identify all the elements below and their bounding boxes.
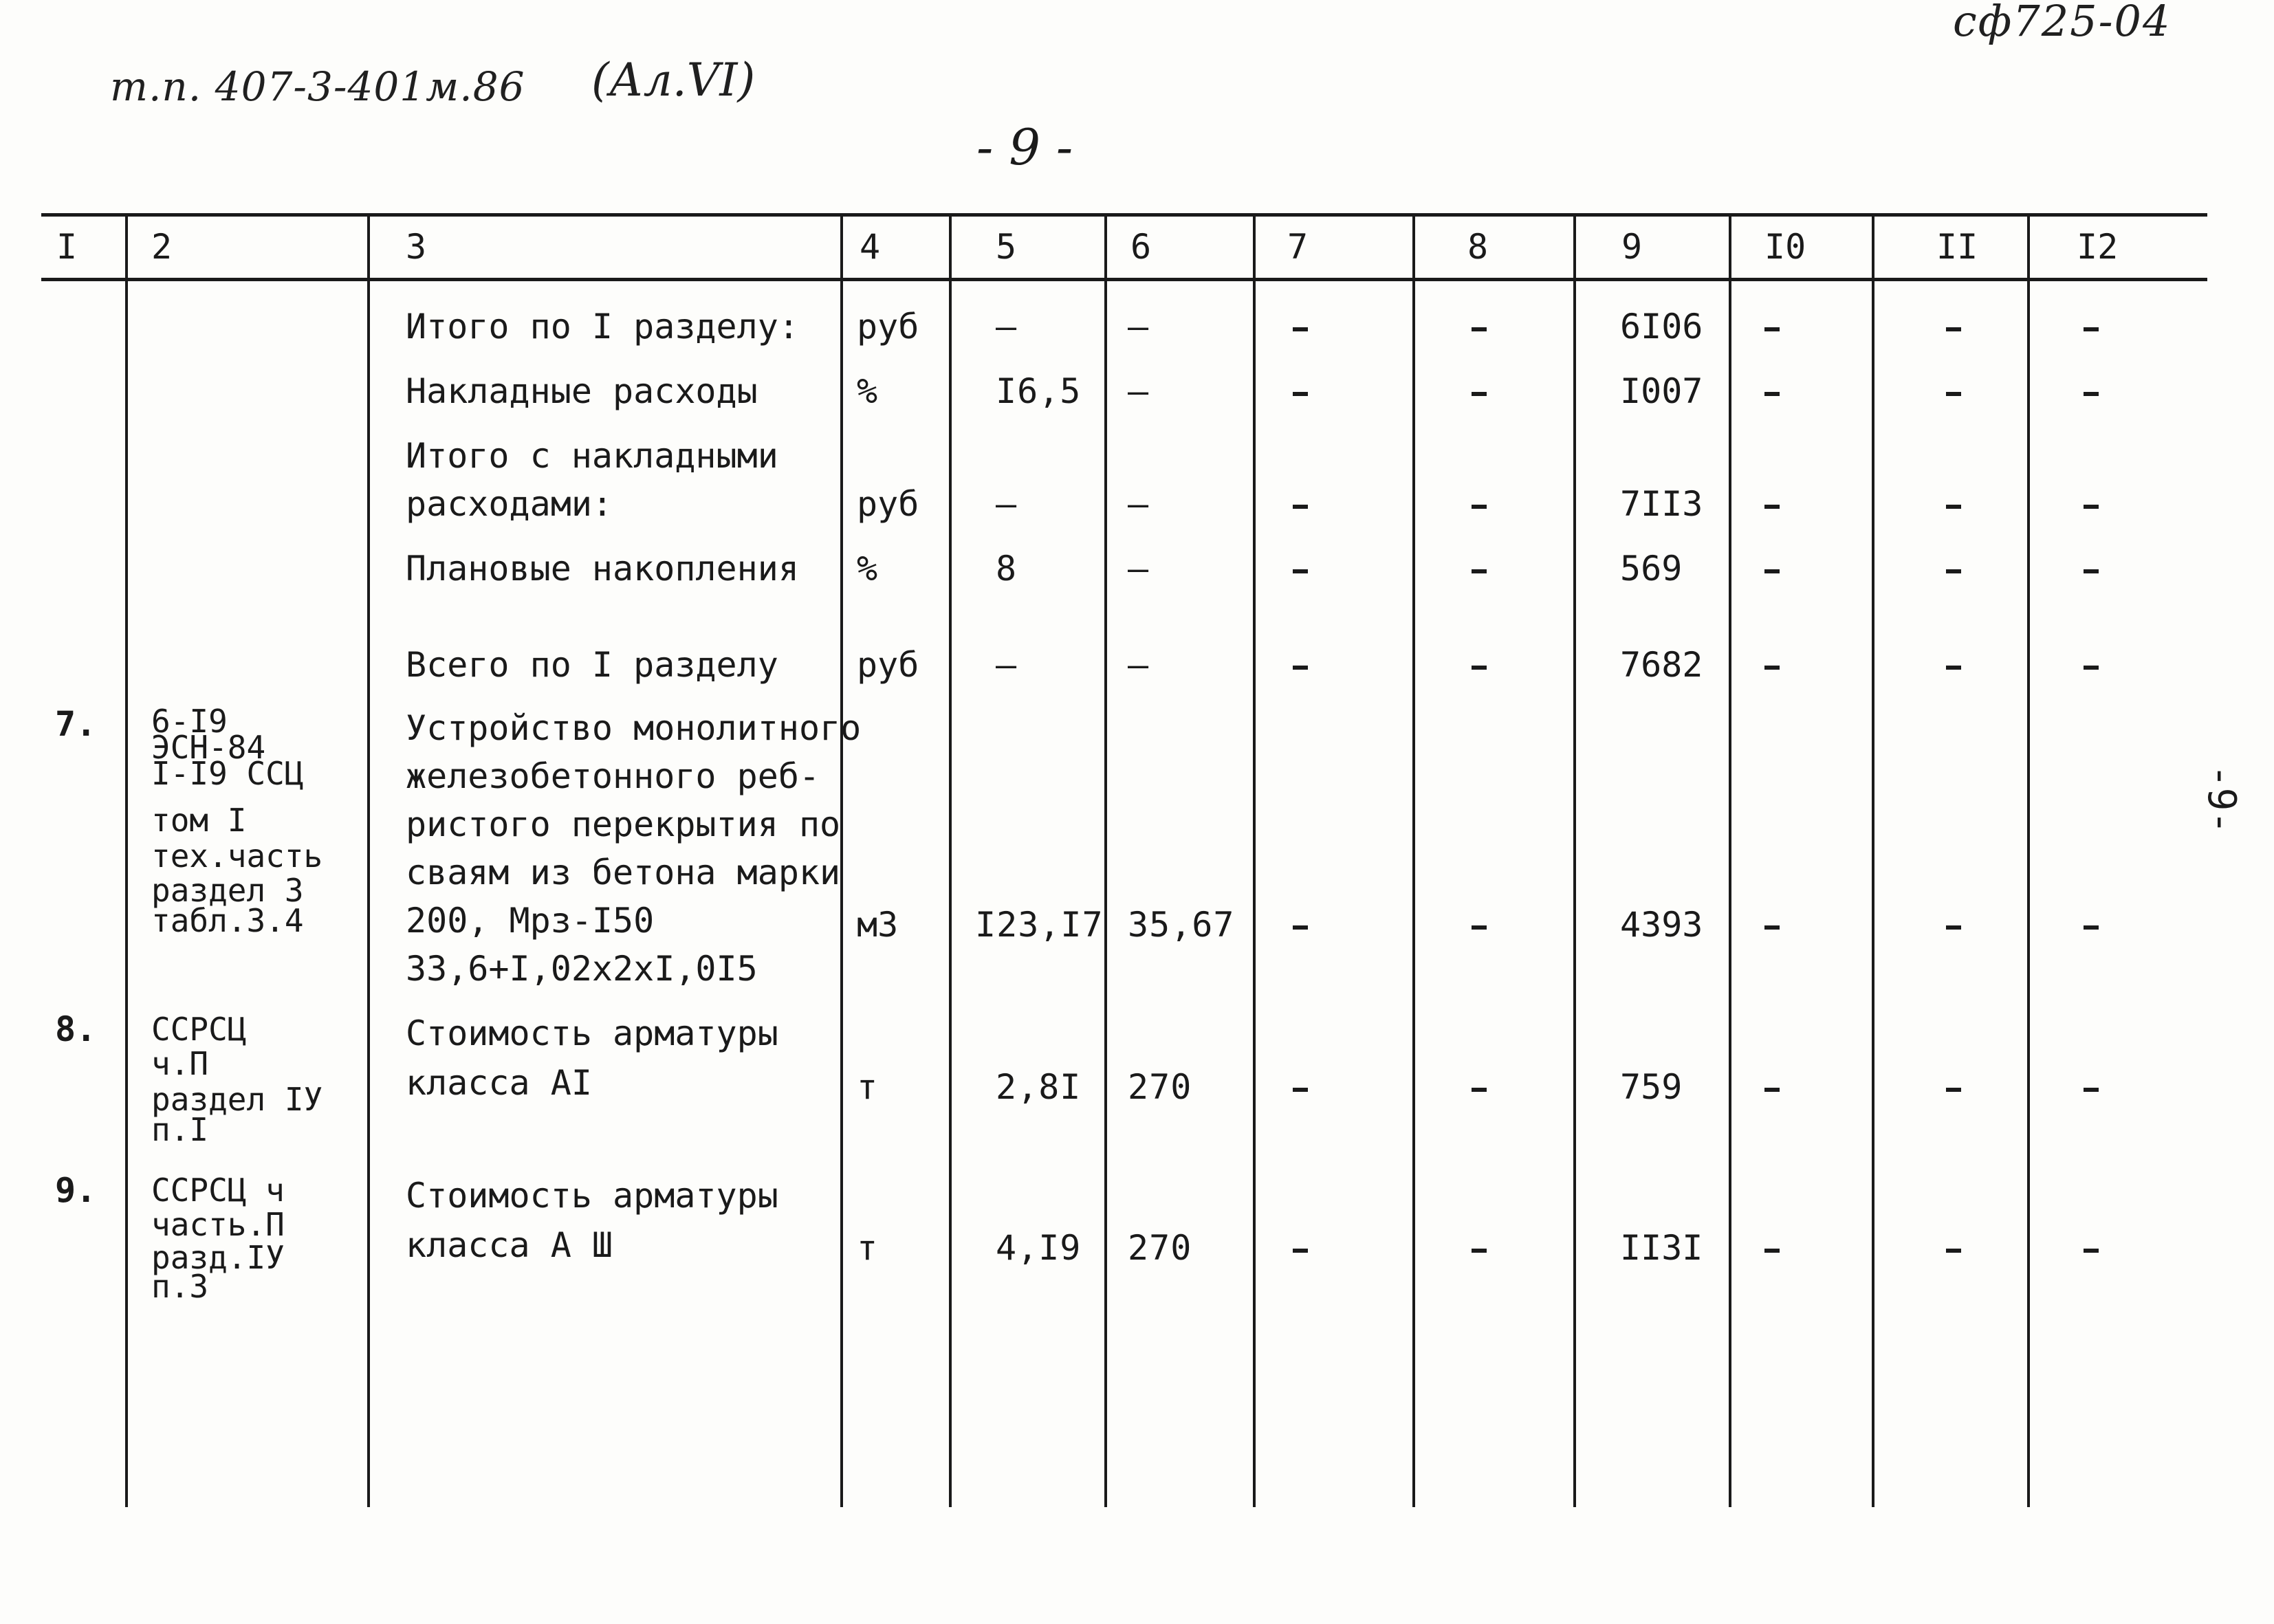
handwritten-code: сф725-04: [1953, 0, 2172, 46]
header-col-7: 7: [1287, 227, 1309, 267]
row-7-name-line-1: Стоимость арматуры: [406, 1176, 778, 1216]
dash-r4-c0: [1293, 666, 1308, 670]
row-0-col5: –: [996, 307, 1018, 347]
col-divider-5: [1104, 215, 1107, 1507]
col-divider-7: [1412, 215, 1415, 1507]
row-6-ref-line-3: раздел IУ: [151, 1081, 323, 1118]
row-3-col5: 8: [996, 549, 1018, 589]
row-5-number: 7.: [55, 704, 97, 744]
col-divider-8: [1573, 215, 1576, 1507]
row-5-col9: 4393: [1620, 905, 1703, 945]
row-2-unit: руб: [857, 484, 919, 524]
row-5-ref-line-4: том I: [151, 802, 247, 839]
row-5-name-line-5: 200, Мрз-I50: [406, 901, 655, 941]
dash-r5-c2: [1764, 925, 1780, 930]
row-5-col5: I23,I7: [975, 905, 1104, 945]
row-3-col9: 569: [1620, 549, 1683, 589]
row-0-col9: 6I06: [1620, 307, 1703, 347]
row-2-col5: –: [996, 484, 1018, 524]
row-5-name-line-4: сваям из бетона марки: [406, 853, 841, 892]
dash-r6-c0: [1293, 1088, 1308, 1092]
dash-r7-c2: [1764, 1249, 1780, 1253]
dash-r3-c0: [1293, 569, 1308, 573]
row-7-ref-line-3: разд.IУ: [151, 1239, 285, 1276]
header-col-3: 3: [406, 227, 427, 267]
row-7-number: 9.: [55, 1170, 97, 1210]
dash-r3-c4: [2084, 569, 2099, 573]
row-1-col6: –: [1128, 371, 1150, 411]
row-6-name-line-1: Стоимость арматуры: [406, 1013, 778, 1053]
row-2-col6: –: [1128, 484, 1150, 524]
row-7-col9: II3I: [1620, 1228, 1703, 1268]
header-col-6: 6: [1130, 227, 1152, 267]
dash-r0-c0: [1293, 327, 1308, 331]
dash-r3-c2: [1764, 569, 1780, 573]
row-2-name-line-2: расходами:: [406, 484, 613, 524]
row-6-col5: 2,8I: [996, 1067, 1082, 1107]
dash-r4-c4: [2084, 666, 2099, 670]
side-page-number: -9-: [2199, 764, 2244, 835]
col-divider-6: [1253, 215, 1256, 1507]
dash-r7-c3: [1946, 1249, 1961, 1253]
dash-r4-c3: [1946, 666, 1961, 670]
page-number: - 9 -: [976, 118, 1073, 176]
handwritten-project-ref: т.п. 407-3-401м.86: [110, 63, 525, 110]
row-7-ref-line-1: ССРСЦ ч: [151, 1172, 285, 1209]
row-0-col6: –: [1128, 307, 1150, 347]
dash-r1-c4: [2084, 392, 2099, 396]
row-5-name-line-3: ристого перекрытия по: [406, 804, 841, 844]
row-1-col5: I6,5: [996, 371, 1082, 411]
dash-r1-c3: [1946, 392, 1961, 396]
col-divider-4: [949, 215, 952, 1507]
dash-r3-c1: [1472, 569, 1487, 573]
row-5-ref-line-1: 6-I9: [151, 703, 228, 740]
dash-r6-c2: [1764, 1088, 1780, 1092]
row-6-name-line-2: класса АI: [406, 1063, 592, 1103]
row-5-unit: м3: [857, 905, 899, 945]
dash-r0-c3: [1946, 327, 1961, 331]
header-col-8: 8: [1467, 227, 1489, 267]
row-3-col6: –: [1128, 549, 1150, 589]
row-5-ref-line-5: тех.часть: [151, 837, 323, 875]
row-5-ref-line-2: ЭСН-84: [151, 729, 266, 766]
header-col-2: 2: [151, 227, 173, 267]
col-divider-9: [1729, 215, 1731, 1507]
dash-r0-c1: [1472, 327, 1487, 331]
row-7-ref-line-2: часть.П: [151, 1206, 285, 1243]
header-col-5: 5: [996, 227, 1017, 267]
dash-r7-c1: [1472, 1249, 1487, 1253]
row-6-ref-line-1: ССРСЦ: [151, 1011, 247, 1048]
dash-r4-c2: [1764, 666, 1780, 670]
row-4-unit: руб: [857, 645, 919, 685]
row-2-col9: 7II3: [1620, 484, 1703, 524]
header-col-12: I2: [2077, 227, 2119, 267]
row-4-col9: 7682: [1620, 645, 1703, 685]
dash-r1-c0: [1293, 392, 1308, 396]
table-header-rule: [41, 278, 2207, 281]
row-3-unit: %: [857, 549, 878, 589]
header-col-1: I: [56, 227, 78, 267]
dash-r7-c0: [1293, 1249, 1308, 1253]
row-5-name-line-2: железобетонного реб-: [406, 756, 820, 796]
col-divider-1: [125, 215, 128, 1507]
row-5-col6: 35,67: [1128, 905, 1235, 945]
row-5-ref-line-3: I-I9 ССЦ: [151, 755, 304, 792]
dash-r5-c3: [1946, 925, 1961, 930]
header-col-4: 4: [860, 227, 881, 267]
dash-r5-c1: [1472, 925, 1487, 930]
row-4-name: Всего по I разделу: [406, 645, 778, 685]
row-1-unit: %: [857, 371, 878, 411]
row-0-name: Итого по I разделу:: [406, 307, 799, 347]
row-1-col9: I007: [1620, 371, 1703, 411]
row-2-name-line-1: Итого с накладными: [406, 436, 778, 476]
col-divider-10: [1872, 215, 1874, 1507]
dash-r6-c1: [1472, 1088, 1487, 1092]
row-7-col5: 4,I9: [996, 1228, 1082, 1268]
dash-r6-c4: [2084, 1088, 2099, 1092]
dash-r0-c4: [2084, 327, 2099, 331]
dash-r5-c0: [1293, 925, 1308, 930]
row-1-name: Накладные расходы: [406, 371, 758, 411]
row-7-name-line-2: класса А Ш: [406, 1225, 613, 1265]
col-divider-11: [2027, 215, 2030, 1507]
dash-r3-c3: [1946, 569, 1961, 573]
dash-r1-c1: [1472, 392, 1487, 396]
dash-r1-c2: [1764, 392, 1780, 396]
dash-r0-c2: [1764, 327, 1780, 331]
row-7-ref-line-4: п.3: [151, 1268, 209, 1305]
row-7-col6: 270: [1128, 1228, 1192, 1268]
row-7-unit: т: [857, 1228, 878, 1268]
row-5-name-line-6: 33,6+I,02x2xI,0I5: [406, 949, 758, 989]
row-5-ref-line-6: раздел 3: [151, 872, 304, 909]
dash-r2-c4: [2084, 505, 2099, 509]
header-col-9: 9: [1621, 227, 1643, 267]
header-col-10: I0: [1764, 227, 1806, 267]
dash-r5-c4: [2084, 925, 2099, 930]
dash-r2-c2: [1764, 505, 1780, 509]
dash-r2-c1: [1472, 505, 1487, 509]
row-4-col5: –: [996, 645, 1018, 685]
dash-r2-c3: [1946, 505, 1961, 509]
row-6-ref-line-4: п.I: [151, 1111, 209, 1148]
row-6-col6: 270: [1128, 1067, 1192, 1107]
row-6-unit: т: [857, 1067, 878, 1107]
dash-r7-c4: [2084, 1249, 2099, 1253]
row-3-name: Плановые накопления: [406, 549, 799, 589]
row-5-name-line-1: Устройство монолитного: [406, 708, 862, 748]
row-6-col9: 759: [1620, 1067, 1683, 1107]
dash-r4-c1: [1472, 666, 1487, 670]
handwritten-album: (Ал.VI): [591, 54, 756, 107]
dash-r6-c3: [1946, 1088, 1961, 1092]
row-6-ref-line-2: ч.П: [151, 1045, 209, 1082]
col-divider-3: [840, 215, 843, 1507]
row-5-ref-line-7: табл.3.4: [151, 902, 304, 939]
header-col-11: II: [1936, 227, 1978, 267]
row-6-number: 8.: [55, 1009, 97, 1049]
dash-r2-c0: [1293, 505, 1308, 509]
row-0-unit: руб: [857, 307, 919, 347]
table-top-rule: [41, 213, 2207, 217]
col-divider-2: [367, 215, 370, 1507]
row-4-col6: –: [1128, 645, 1150, 685]
